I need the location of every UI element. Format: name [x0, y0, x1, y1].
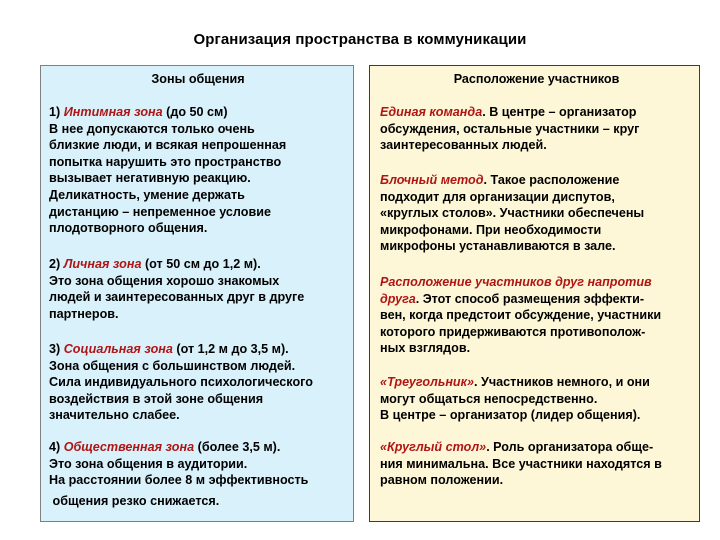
zone-range: (до 50 см)	[162, 105, 228, 119]
arrangement-text-line: которого придерживаются противополож-	[380, 324, 646, 339]
arrangement-text-line: обсуждения, остальные участники – круг	[380, 121, 640, 136]
arrangement-text-line: подходит для организации диспутов,	[380, 189, 615, 204]
page-title: Организация пространства в коммуникации	[193, 31, 527, 48]
zone-public	[49, 439, 347, 509]
arrangement-text-line: «круглых столов». Участники обеспечены	[380, 206, 645, 221]
zone-text-line: Сила индивидуального психологического	[49, 375, 313, 390]
zone-intimate	[49, 104, 347, 237]
zone-social	[49, 341, 347, 424]
zone-range: (от 1,2 м до 3,5 м).	[172, 342, 289, 356]
zone-text-line: общения резко снижается.	[49, 493, 220, 508]
zone-text-line: партнеров.	[49, 306, 119, 321]
zone-name: Общественная зона	[63, 440, 195, 454]
zone-name: Интимная зона	[63, 105, 163, 119]
zone-name: Социальная зона	[63, 342, 173, 356]
arrangement-text-line: ния минимальна. Все участники находятся в	[380, 456, 662, 471]
zone-text-line: вызывает негативную реакцию.	[49, 171, 251, 186]
arrangement-name: Расположение участников друг напротив	[380, 275, 652, 289]
arrangement-heading: Расположение участников	[453, 72, 620, 86]
arrangement-text-line: микрофонами. При необходимости	[380, 222, 602, 237]
arrangement-text-line: ных взглядов.	[380, 341, 471, 356]
zone-text-line: Это зона общения хорошо знакомых	[49, 273, 280, 288]
arrangement-team	[380, 104, 693, 154]
arrangement-text-line: микрофоны устанавливаются в зале.	[380, 239, 616, 254]
zone-personal	[49, 256, 347, 322]
arrangement-text: . В центре – организатор	[482, 105, 637, 119]
arrangement-name-cont: друга	[380, 291, 416, 306]
zone-number: 3)	[49, 342, 64, 356]
zone-range: (от 50 см до 1,2 м).	[141, 257, 261, 271]
zone-text-line: плодотворного общения.	[49, 221, 208, 236]
zone-number: 2)	[49, 257, 64, 271]
zone-text-line: Деликатность, умение держать	[49, 187, 245, 202]
zone-text-line: значительно слабее.	[49, 408, 180, 423]
arrangement-name: Блочный метод	[380, 173, 484, 187]
zone-text-line: воздействия в этой зоне общения	[49, 391, 264, 406]
arrangement-text-line: В центре – организатор (лидер общения).	[380, 408, 641, 423]
arrangement-triangle	[380, 374, 693, 424]
zone-name: Личная зона	[63, 257, 142, 271]
arrangement-text: . Этот способ размещения эффекти-	[415, 291, 645, 306]
arrangement-text-line: могут общаться непосредственно.	[380, 391, 598, 406]
arrangement-text-line: заинтересованных людей.	[380, 138, 547, 153]
zone-range: (более 3,5 м).	[194, 440, 281, 454]
zone-text-line: На расстоянии более 8 м эффективность	[49, 473, 309, 488]
zone-text-line: В нее допускаются только очень	[49, 121, 255, 136]
arrangement-text: . Участников немного, и они	[474, 375, 650, 389]
arrangement-name: Единая команда	[380, 105, 483, 119]
zone-text-line: Зона общения с большинством людей.	[49, 358, 296, 373]
arrangement-text-line: вен, когда предстоит обсуждение, участники	[380, 308, 662, 323]
arrangement-text: . Такое расположение	[483, 173, 620, 187]
communication-zones-panel	[40, 65, 354, 522]
zone-text-line: дистанцию – непременное условие	[49, 204, 271, 219]
zone-number: 4)	[49, 440, 64, 454]
arrangement-opposite	[380, 274, 693, 357]
zone-number: 1)	[49, 105, 64, 119]
zone-text-line: попытка нарушить это пространство	[49, 154, 282, 169]
zone-text-line: людей и заинтересованных друг в друге	[49, 290, 305, 305]
arrangement-name: «Треугольник»	[380, 375, 475, 389]
arrangement-text: . Роль организатора обще-	[486, 440, 654, 454]
arrangement-text-line: равном положении.	[380, 473, 504, 488]
zone-text-line: близкие люди, и всякая непрошенная	[49, 138, 287, 153]
zone-text-line: Это зона общения в аудитории.	[49, 456, 248, 471]
zones-heading: Зоны общения	[151, 72, 245, 86]
arrangement-block-method	[380, 172, 693, 255]
participant-arrangement-panel	[369, 65, 700, 522]
arrangement-round-table	[380, 439, 693, 489]
arrangement-name: «Круглый стол»	[380, 440, 487, 454]
